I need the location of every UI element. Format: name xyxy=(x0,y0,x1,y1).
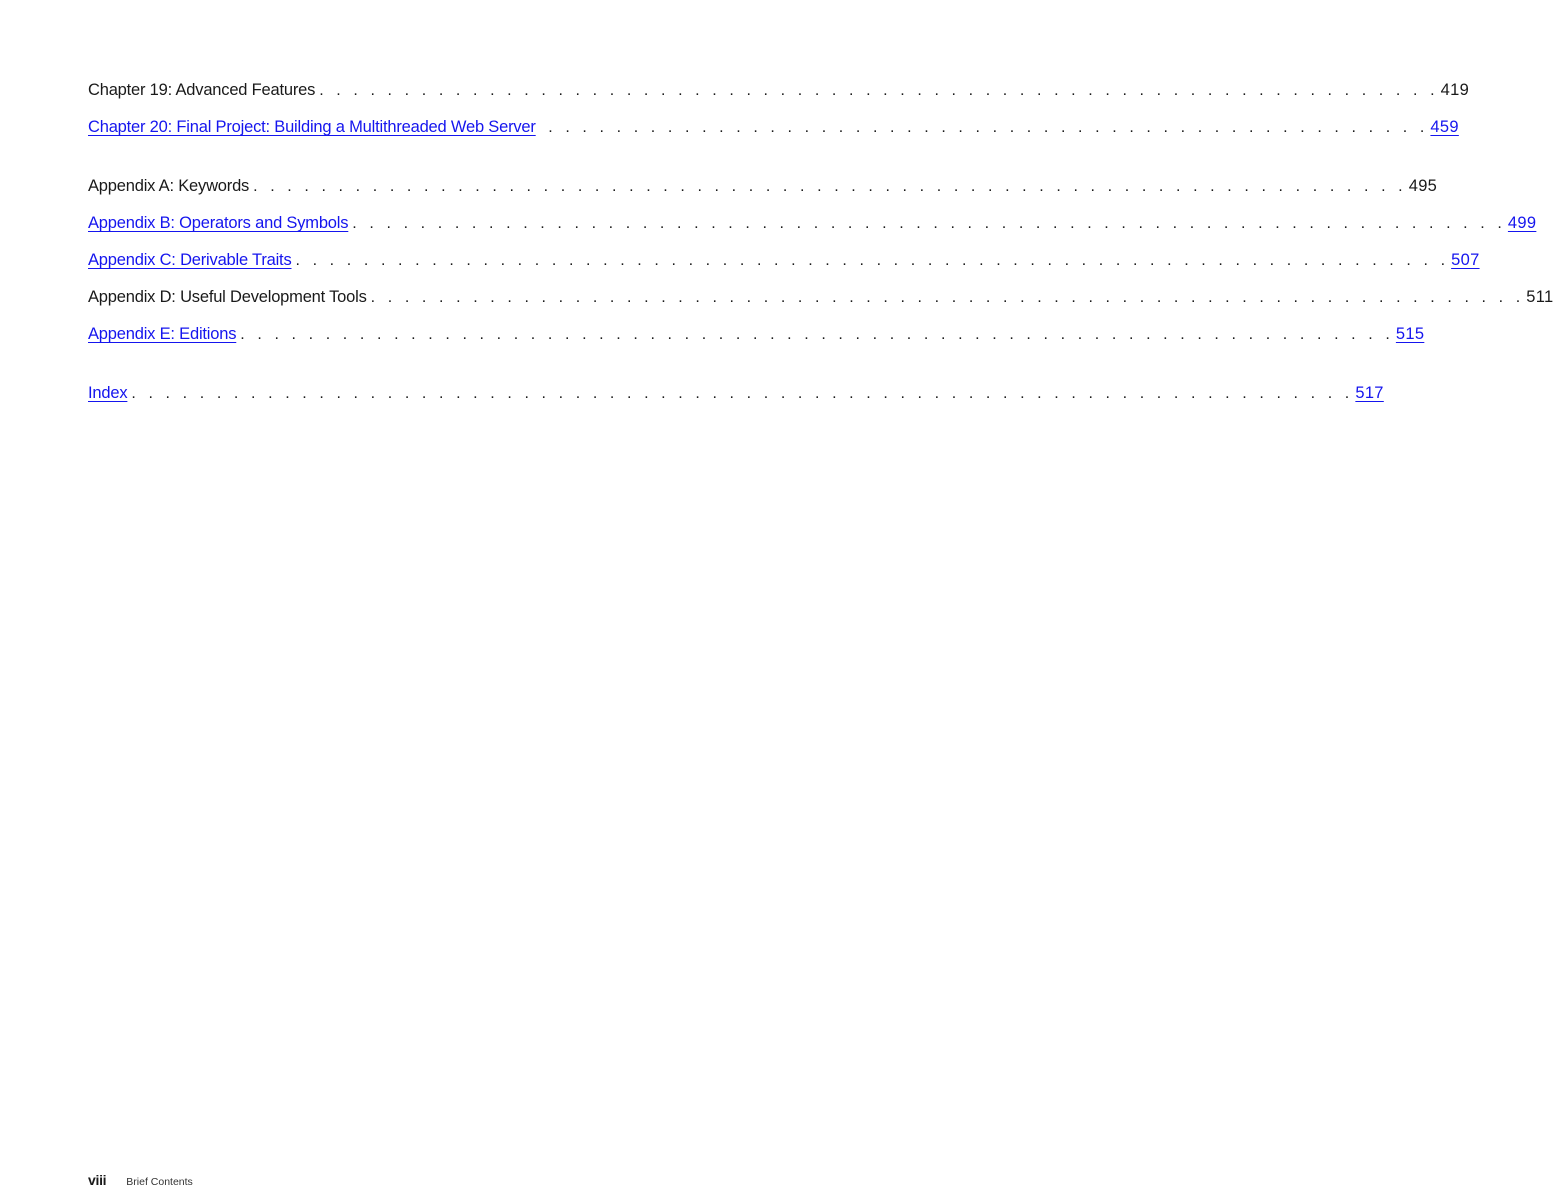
toc-entry-page-link[interactable]: 459 xyxy=(1430,118,1459,136)
toc-entry-title-link[interactable]: Appendix C: Derivable Traits xyxy=(88,251,292,269)
running-head: Brief Contents xyxy=(126,1176,193,1188)
dot-leader: . . . . . . . . . . . . . . . . . . . . . . . . . . . . . . . . . . . . . . . . . . . . . . . . . . . . . . . . . . . . . . . . . . . . . . . . xyxy=(131,385,1354,402)
dot-leader: . . . . . . . . . . . . . . . . . . . . . . . . . . . . . . . . . . . . . . . . . . . . . . . . . . . . . . . . . . . . . . . . . . . . xyxy=(370,289,1525,306)
dot-leader: . . . . . . . . . . . . . . . . . . . . . . . . . . . . . . . . . . . . . . . . . . . . . . . . . . . . . . . . . . . . . . . . . . . . xyxy=(240,326,1394,343)
toc-entry-appendix-e[interactable] xyxy=(88,322,1425,346)
toc-entry-title-link[interactable]: Index xyxy=(88,384,128,402)
toc-entry-title: Appendix A: Keywords xyxy=(88,177,250,195)
dot-leader: . . . . . . . . . . . . . . . . . . . . . . . . . . . . . . . . . . . . . . . . . . . . . . . . . . . . . . . . . . . . . . . . . . . . xyxy=(295,252,1450,269)
toc-entry-index[interactable] xyxy=(88,381,1384,405)
toc-entry-appendix-a xyxy=(88,174,1438,198)
page-footer xyxy=(88,1172,193,1188)
toc-entry-page-link[interactable]: 507 xyxy=(1451,251,1480,269)
toc-entry-title: Chapter 19: Advanced Features xyxy=(88,81,316,99)
toc-entry-page-link[interactable]: 499 xyxy=(1507,214,1537,232)
dot-leader: . . . . . . . . . . . . . . . . . . . . . . . . . . . . . . . . . . . . . . . . . . . . . . . . . . . . xyxy=(539,119,1429,136)
dot-leader: . . . . . . . . . . . . . . . . . . . . . . . . . . . . . . . . . . . . . . . . . . . . . . . . . . . . . . . . . . . . . . . . . . . . xyxy=(253,178,1407,195)
toc-entry-title-link[interactable]: Appendix E: Editions xyxy=(88,325,237,343)
page-number: viii xyxy=(88,1172,107,1188)
toc-entry-page: 419 xyxy=(1440,81,1470,99)
dot-leader: . . . . . . . . . . . . . . . . . . . . . . . . . . . . . . . . . . . . . . . . . . . . . . . . . . . . . . . . . . . . . . . . . . xyxy=(319,82,1439,99)
toc-entry-chapter-19 xyxy=(88,78,1470,102)
toc-entry-title-link[interactable]: Chapter 20: Final Project: Building a Multithreaded Web Server xyxy=(88,118,536,136)
toc-entry-page-link[interactable]: 517 xyxy=(1355,384,1384,402)
toc-entry-page-link[interactable]: 515 xyxy=(1395,325,1425,343)
dot-leader: . . . . . . . . . . . . . . . . . . . . . . . . . . . . . . . . . . . . . . . . . . . . . . . . . . . . . . . . . . . . . . . . . . . . xyxy=(352,215,1506,232)
toc-entry-title-link[interactable]: Appendix B: Operators and Symbols xyxy=(88,214,349,232)
toc-entry-appendix-d xyxy=(88,285,1554,309)
toc-entry-title: Appendix D: Useful Development Tools xyxy=(88,288,367,306)
toc-entry-page: 495 xyxy=(1408,177,1438,195)
toc-entry-appendix-b[interactable] xyxy=(88,211,1537,235)
toc-entry-chapter-20[interactable] xyxy=(88,115,1459,139)
toc-entry-page: 511 xyxy=(1526,288,1554,306)
toc-entry-appendix-c[interactable] xyxy=(88,248,1480,272)
